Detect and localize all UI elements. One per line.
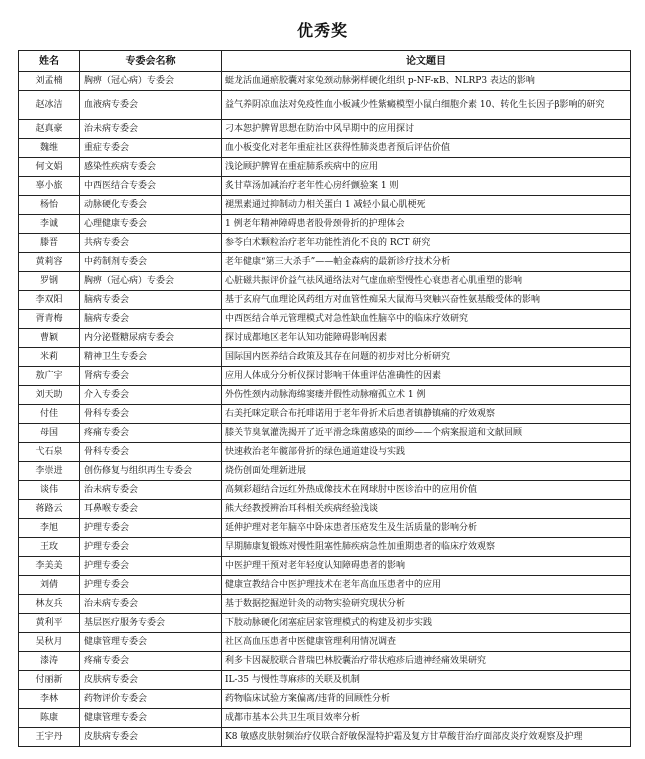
table-row bbox=[19, 652, 631, 671]
cell-committee: 感染性疾病专委会 bbox=[80, 158, 222, 177]
cell-paper-title: 下肢动脉硬化闭塞症居家管理模式的构建及初步实践 bbox=[222, 614, 631, 633]
table-row bbox=[19, 481, 631, 500]
cell-name: 李美美 bbox=[19, 557, 80, 576]
table-row bbox=[19, 367, 631, 386]
cell-committee: 动脉硬化专委会 bbox=[80, 196, 222, 215]
cell-committee: 疼痛专委会 bbox=[80, 424, 222, 443]
cell-paper-title: IL-35 与慢性荨麻疹的关联及机制 bbox=[222, 671, 631, 690]
cell-paper-title: 早期肺康复锻炼对慢性阻塞性肺疾病急性加重期患者的临床疗效观察 bbox=[222, 538, 631, 557]
cell-committee: 骨科专委会 bbox=[80, 443, 222, 462]
cell-committee: 皮肤病专委会 bbox=[80, 671, 222, 690]
cell-committee: 疼痛专委会 bbox=[80, 652, 222, 671]
cell-committee: 护理专委会 bbox=[80, 576, 222, 595]
cell-committee: 健康管理专委会 bbox=[80, 633, 222, 652]
cell-name: 胥青梅 bbox=[19, 310, 80, 329]
table-row bbox=[19, 728, 631, 747]
cell-name: 赵冰洁 bbox=[19, 91, 80, 120]
cell-committee: 重症专委会 bbox=[80, 139, 222, 158]
cell-name: 黄莉容 bbox=[19, 253, 80, 272]
table-row bbox=[19, 72, 631, 91]
table-row bbox=[19, 291, 631, 310]
cell-committee: 护理专委会 bbox=[80, 538, 222, 557]
cell-paper-title: 浅论顾护脾胃在重症肺系疾病中的应用 bbox=[222, 158, 631, 177]
cell-name: 漆涛 bbox=[19, 652, 80, 671]
cell-paper-title: 应用人体成分分析仪探讨影响干体重评估准确性的因素 bbox=[222, 367, 631, 386]
cell-committee: 骨科专委会 bbox=[80, 405, 222, 424]
table-row bbox=[19, 91, 631, 120]
cell-paper-title: 血小板变化对老年重症社区获得性肺炎患者预后评估价值 bbox=[222, 139, 631, 158]
cell-paper-title: 右美托咪定联合布托啡诺用于老年骨折术后患者镇静镇痛的疗效观察 bbox=[222, 405, 631, 424]
table-row bbox=[19, 272, 631, 291]
cell-committee: 治未病专委会 bbox=[80, 120, 222, 139]
cell-committee: 中药制剂专委会 bbox=[80, 253, 222, 272]
cell-committee: 脑病专委会 bbox=[80, 310, 222, 329]
cell-committee: 治未病专委会 bbox=[80, 481, 222, 500]
table-row bbox=[19, 519, 631, 538]
table-row bbox=[19, 348, 631, 367]
cell-name: 刘天助 bbox=[19, 386, 80, 405]
table-row bbox=[19, 500, 631, 519]
table-row bbox=[19, 671, 631, 690]
cell-paper-title: 膝关节臭氧灌洗揭开了近平滑念珠菌感染的面纱——个病案报道和文献回顾 bbox=[222, 424, 631, 443]
cell-committee: 皮肤病专委会 bbox=[80, 728, 222, 747]
cell-paper-title: 心脏磁共振评价益气祛风通络法对气虚血瘀型慢性心衰患者心肌重塑的影响 bbox=[222, 272, 631, 291]
cell-paper-title: 参苓白术颗粒治疗老年功能性消化不良的 RCT 研究 bbox=[222, 234, 631, 253]
cell-name: 王玫 bbox=[19, 538, 80, 557]
cell-committee: 护理专委会 bbox=[80, 519, 222, 538]
table-row bbox=[19, 557, 631, 576]
table-body bbox=[19, 72, 631, 747]
cell-paper-title: 药物临床试验方案偏离/违背的回顾性分析 bbox=[222, 690, 631, 709]
cell-committee: 胸痹（冠心病）专委会 bbox=[80, 272, 222, 291]
cell-committee: 药物评价专委会 bbox=[80, 690, 222, 709]
cell-committee: 共病专委会 bbox=[80, 234, 222, 253]
table-row bbox=[19, 443, 631, 462]
table-row bbox=[19, 386, 631, 405]
cell-name: 蒋路云 bbox=[19, 500, 80, 519]
cell-name: 曹颖 bbox=[19, 329, 80, 348]
table-row bbox=[19, 614, 631, 633]
cell-name: 杨怡 bbox=[19, 196, 80, 215]
table-row bbox=[19, 158, 631, 177]
cell-name: 米莉 bbox=[19, 348, 80, 367]
table-row bbox=[19, 196, 631, 215]
cell-name: 敖广宇 bbox=[19, 367, 80, 386]
cell-paper-title: 老年健康“第三大杀手”——帕金森病的最新诊疗技术分析 bbox=[222, 253, 631, 272]
table-row bbox=[19, 177, 631, 196]
cell-committee: 脑病专委会 bbox=[80, 291, 222, 310]
table-row bbox=[19, 690, 631, 709]
cell-name: 滕晋 bbox=[19, 234, 80, 253]
cell-paper-title: 蜓龙活血通瘀胶囊对家兔颈动脉粥样硬化组织 p-NF-κB、NLRP3 表达的影响 bbox=[222, 72, 631, 91]
cell-committee: 治未病专委会 bbox=[80, 595, 222, 614]
table-row bbox=[19, 234, 631, 253]
table-row bbox=[19, 120, 631, 139]
cell-paper-title: 延伸护理对老年脑卒中卧床患者压疮发生及生活质量的影响分析 bbox=[222, 519, 631, 538]
cell-paper-title: K8 敏感皮肤射频治疗仪联合舒敏保湿特护霜及复方甘草酸苷治疗面部皮炎疗效观察及护理 bbox=[222, 728, 631, 747]
cell-paper-title: 成都市基本公共卫生项目效率分析 bbox=[222, 709, 631, 728]
cell-paper-title: 基于玄府气血理论风药组方对血管性痴呆大鼠海马突触兴奋性氨基酸受体的影响 bbox=[222, 291, 631, 310]
cell-paper-title: 熊大经教授辨治耳科相关疾病经验浅谈 bbox=[222, 500, 631, 519]
cell-paper-title: 中医护理干预对老年轻度认知障碍患者的影响 bbox=[222, 557, 631, 576]
cell-paper-title: 中西医结合单元管理模式对急性缺血性脑卒中的临床疗效研究 bbox=[222, 310, 631, 329]
cell-name: 谈伟 bbox=[19, 481, 80, 500]
table-row bbox=[19, 709, 631, 728]
cell-committee: 耳鼻喉专委会 bbox=[80, 500, 222, 519]
cell-committee: 肾病专委会 bbox=[80, 367, 222, 386]
cell-committee: 胸痹（冠心病）专委会 bbox=[80, 72, 222, 91]
cell-name: 陈康 bbox=[19, 709, 80, 728]
column-header-name: 姓名 bbox=[19, 51, 80, 72]
cell-paper-title: 社区高血压患者中医健康管理利用情况调查 bbox=[222, 633, 631, 652]
table-row bbox=[19, 424, 631, 443]
cell-name: 李林 bbox=[19, 690, 80, 709]
cell-name: 罗钢 bbox=[19, 272, 80, 291]
cell-name: 李双阳 bbox=[19, 291, 80, 310]
cell-name: 付丽新 bbox=[19, 671, 80, 690]
column-header-committee: 专委会名称 bbox=[80, 51, 222, 72]
cell-paper-title: 快速救治老年髋部骨折的绿色通道建设与实践 bbox=[222, 443, 631, 462]
cell-paper-title: 健康宣教结合中医护理技术在老年高血压患者中的应用 bbox=[222, 576, 631, 595]
cell-paper-title: 国际国内医养结合政策及其存在问题的初步对比分析研究 bbox=[222, 348, 631, 367]
cell-name: 付佳 bbox=[19, 405, 80, 424]
cell-paper-title: 褪黑素通过抑制动力相关蛋白 1 减轻小鼠心肌梗死 bbox=[222, 196, 631, 215]
column-header-paper-title: 论文题目 bbox=[222, 51, 631, 72]
table-row bbox=[19, 215, 631, 234]
cell-name: 吴秋月 bbox=[19, 633, 80, 652]
cell-committee: 基层医疗服务专委会 bbox=[80, 614, 222, 633]
table-row bbox=[19, 538, 631, 557]
cell-committee: 护理专委会 bbox=[80, 557, 222, 576]
table-row bbox=[19, 405, 631, 424]
cell-name: 刘孟楠 bbox=[19, 72, 80, 91]
cell-name: 李旭 bbox=[19, 519, 80, 538]
cell-name: 魏维 bbox=[19, 139, 80, 158]
cell-name: 李崇进 bbox=[19, 462, 80, 481]
cell-committee: 创伤修复与组织再生专委会 bbox=[80, 462, 222, 481]
cell-committee: 介入专委会 bbox=[80, 386, 222, 405]
table-row bbox=[19, 462, 631, 481]
table-header bbox=[19, 51, 631, 72]
cell-paper-title: 炙甘草汤加减治疗老年性心房纤颤验案 1 则 bbox=[222, 177, 631, 196]
cell-name: 弋石泉 bbox=[19, 443, 80, 462]
cell-committee: 内分泌暨糖尿病专委会 bbox=[80, 329, 222, 348]
cell-paper-title: 益气养阴凉血法对免疫性血小板减少性紫癜模型小鼠白细胞介素 10、转化生长因子β影响的研究 bbox=[222, 91, 631, 120]
table-row bbox=[19, 310, 631, 329]
cell-name: 王宇丹 bbox=[19, 728, 80, 747]
cell-committee: 中西医结合专委会 bbox=[80, 177, 222, 196]
cell-committee: 血液病专委会 bbox=[80, 91, 222, 120]
cell-paper-title: 外伤性颈内动脉海绵窦瘘并假性动脉瘤孤立术 1 例 bbox=[222, 386, 631, 405]
awards-table bbox=[18, 50, 631, 747]
cell-paper-title: 刁本恕护脾胃思想在防治中风早期中的应用探讨 bbox=[222, 120, 631, 139]
cell-name: 黄利平 bbox=[19, 614, 80, 633]
table-row bbox=[19, 633, 631, 652]
cell-name: 母国 bbox=[19, 424, 80, 443]
cell-name: 辜小旅 bbox=[19, 177, 80, 196]
cell-name: 赵真豪 bbox=[19, 120, 80, 139]
table-row bbox=[19, 576, 631, 595]
table-row bbox=[19, 595, 631, 614]
page-title: 优秀奖 bbox=[296, 21, 348, 40]
cell-committee: 精神卫生专委会 bbox=[80, 348, 222, 367]
cell-paper-title: 利多卡因凝胶联合普瑞巴林胶囊治疗带状疱疹后遗神经痛效果研究 bbox=[222, 652, 631, 671]
cell-committee: 健康管理专委会 bbox=[80, 709, 222, 728]
cell-paper-title: 烧伤创面处理新进展 bbox=[222, 462, 631, 481]
table-row bbox=[19, 253, 631, 272]
cell-paper-title: 1 例老年精神障碍患者股骨颈骨折的护理体会 bbox=[222, 215, 631, 234]
cell-paper-title: 探讨成都地区老年认知功能障碍影响因素 bbox=[222, 329, 631, 348]
cell-paper-title: 高频彩超结合远红外热成像技术在网球肘中医诊治中的应用价值 bbox=[222, 481, 631, 500]
cell-committee: 心理健康专委会 bbox=[80, 215, 222, 234]
cell-name: 何文娟 bbox=[19, 158, 80, 177]
cell-name: 林友兵 bbox=[19, 595, 80, 614]
cell-name: 李诚 bbox=[19, 215, 80, 234]
table-row bbox=[19, 329, 631, 348]
cell-name: 刘倩 bbox=[19, 576, 80, 595]
cell-paper-title: 基于数据挖掘逆针灸的动物实验研究现状分析 bbox=[222, 595, 631, 614]
table-row bbox=[19, 139, 631, 158]
